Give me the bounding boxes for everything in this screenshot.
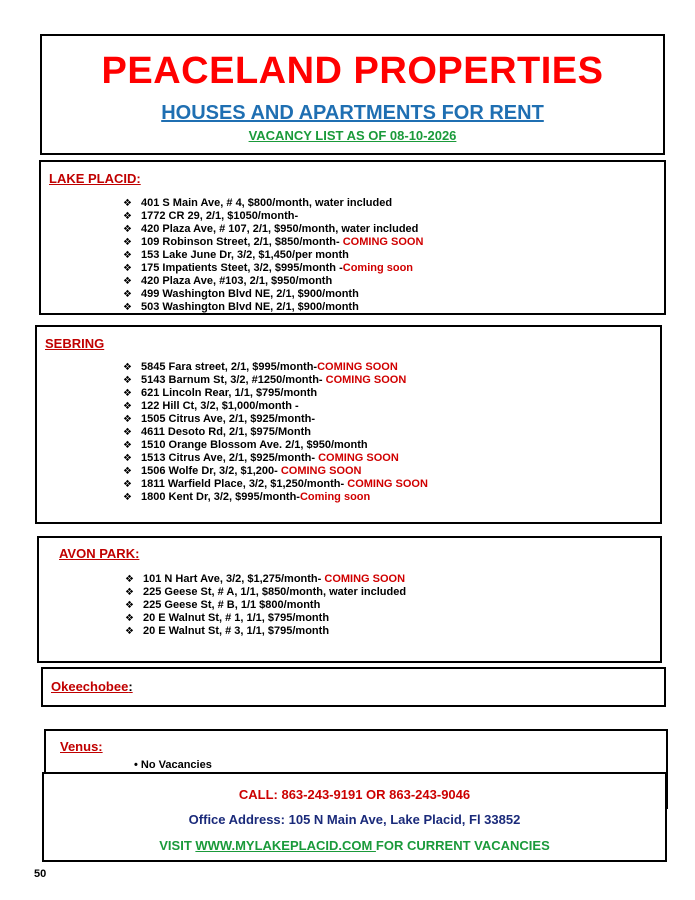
list-item	[123, 452, 428, 465]
status-note: Coming soon	[342, 262, 414, 274]
listing-text: 109 Robinson Street, 2/1, $850/month-	[141, 236, 343, 248]
listing-text: 499 Washington Blvd NE, 2/1, $900/month	[141, 288, 359, 300]
avon-park-title: AVON PARK:	[59, 546, 140, 561]
list-item	[123, 387, 428, 400]
diamond-bullet-icon: ❖	[123, 466, 132, 477]
list-item	[123, 478, 428, 491]
list-item	[123, 223, 423, 236]
diamond-bullet-icon: ❖	[123, 224, 132, 235]
list-item	[123, 465, 428, 478]
status-note: COMING SOON	[318, 452, 399, 464]
listing-text: 5845 Fara street, 2/1, $995/month-	[141, 361, 318, 373]
venus-title: Venus:	[60, 739, 103, 754]
call-line: CALL: 863-243-9191 OR 863-243-9046	[238, 787, 471, 802]
diamond-bullet-icon: ❖	[123, 427, 132, 438]
diamond-bullet-icon: ❖	[123, 250, 132, 261]
listing-text: 122 Hill Ct, 3/2, $1,000/month -	[141, 400, 299, 412]
visit-line	[44, 838, 665, 853]
venus-no-vacancies: • No Vacancies	[134, 759, 212, 771]
listing-text: 401 S Main Ave, # 4, $800/month, water included	[141, 197, 393, 209]
listing-text: 225 Geese St, # A, 1/1, $850/month, water included	[143, 586, 407, 598]
list-item	[123, 301, 423, 314]
listing-text: 153 Lake June Dr, 3/2, $1,450/per month	[141, 249, 349, 261]
office-address: Office Address: 105 N Main Ave, Lake Placid, Fl 33852	[188, 812, 521, 827]
okeechobee-section	[41, 667, 666, 707]
diamond-bullet-icon: ❖	[123, 276, 132, 287]
listing-text: 1800 Kent Dr, 3/2, $995/month-	[141, 491, 300, 503]
diamond-bullet-icon: ❖	[125, 600, 134, 611]
list-item	[123, 197, 423, 210]
listing-text: 225 Geese St, # B, 1/1 $800/month	[143, 599, 321, 611]
list-item	[123, 400, 428, 413]
okeechobee-title	[51, 679, 133, 694]
diamond-bullet-icon: ❖	[123, 401, 132, 412]
list-item	[123, 210, 423, 223]
vacancy-date-line: VACANCY LIST AS OF 08-10-2026	[248, 128, 457, 143]
list-item	[123, 249, 423, 262]
diamond-bullet-icon: ❖	[123, 453, 132, 464]
diamond-bullet-icon: ❖	[123, 492, 132, 503]
status-note: COMING SOON	[325, 374, 407, 386]
contact-box	[42, 772, 667, 862]
visit-prefix: VISIT	[159, 838, 196, 853]
list-item	[123, 236, 423, 249]
page-number: 50	[34, 868, 47, 880]
listing-text: 1510 Orange Blossom Ave. 2/1, $950/month	[141, 439, 368, 451]
diamond-bullet-icon: ❖	[125, 613, 134, 624]
list-item	[123, 439, 428, 452]
list-item	[125, 599, 406, 612]
list-item	[125, 573, 406, 586]
list-item	[125, 586, 406, 599]
diamond-bullet-icon: ❖	[123, 198, 132, 209]
diamond-bullet-icon: ❖	[123, 211, 132, 222]
list-item	[123, 275, 423, 288]
okeechobee-name: Okeechobee	[51, 679, 129, 694]
list-item	[123, 491, 428, 504]
listing-text: 20 E Walnut St, # 1, 1/1, $795/month	[143, 612, 330, 624]
list-item	[123, 288, 423, 301]
diamond-bullet-icon: ❖	[125, 626, 134, 637]
diamond-bullet-icon: ❖	[123, 362, 132, 373]
list-item	[123, 413, 428, 426]
listing-text: 1513 Citrus Ave, 2/1, $925/month-	[141, 452, 319, 464]
status-note: COMING SOON	[342, 236, 424, 248]
sebring-title: SEBRING	[45, 336, 105, 351]
rent-subtitle: HOUSES AND APARTMENTS FOR RENT	[161, 102, 544, 124]
listing-text: 20 E Walnut St, # 3, 1/1, $795/month	[143, 625, 330, 637]
diamond-bullet-icon: ❖	[123, 302, 132, 313]
visit-suffix: FOR CURRENT VACANCIES	[375, 838, 550, 853]
list-item	[125, 625, 406, 638]
listing-text: 1772 CR 29, 2/1, $1050/month-	[141, 210, 299, 222]
diamond-bullet-icon: ❖	[123, 289, 132, 300]
listing-text: 1505 Citrus Ave, 2/1, $925/month-	[141, 413, 316, 425]
company-title: PEACELAND PROPERTIES	[101, 50, 604, 92]
diamond-bullet-icon: ❖	[123, 263, 132, 274]
listing-text: 175 Impatients Steet, 3/2, $995/month -	[141, 262, 343, 274]
status-note: COMING SOON	[317, 361, 398, 373]
diamond-bullet-icon: ❖	[123, 237, 132, 248]
listing-text: 5143 Barnum St, 3/2, #1250/month-	[141, 374, 326, 386]
list-item	[123, 374, 428, 387]
lake-placid-section	[39, 160, 666, 315]
diamond-bullet-icon: ❖	[123, 375, 132, 386]
status-note: COMING SOON	[280, 465, 362, 477]
listing-text: 420 Plaza Ave, # 107, 2/1, $950/month, water included	[141, 223, 419, 235]
list-item	[123, 426, 428, 439]
diamond-bullet-icon: ❖	[123, 479, 132, 490]
listing-text: 621 Lincoln Rear, 1/1, $795/month	[141, 387, 318, 399]
diamond-bullet-icon: ❖	[123, 388, 132, 399]
sebring-section	[35, 325, 662, 524]
okeechobee-colon: :	[128, 679, 133, 694]
status-note: Coming soon	[299, 491, 371, 503]
header-box	[40, 34, 665, 155]
listing-text: 503 Washington Blvd NE, 2/1, $900/month	[141, 301, 359, 313]
list-item	[123, 361, 428, 374]
status-note: COMING SOON	[324, 573, 406, 585]
list-item	[123, 262, 423, 275]
diamond-bullet-icon: ❖	[123, 414, 132, 425]
listing-text: 420 Plaza Ave, #103, 2/1, $950/month	[141, 275, 333, 287]
website-link[interactable]: WWW.MYLAKEPLACID.COM	[195, 838, 376, 853]
sebring-list	[123, 361, 428, 504]
status-note: COMING SOON	[347, 478, 428, 490]
listing-text: 4611 Desoto Rd, 2/1, $975/Month	[141, 426, 311, 438]
list-item	[125, 612, 406, 625]
avon-park-section	[37, 536, 662, 663]
diamond-bullet-icon: ❖	[125, 587, 134, 598]
listing-text: 101 N Hart Ave, 3/2, $1,275/month-	[143, 573, 325, 585]
diamond-bullet-icon: ❖	[125, 574, 134, 585]
lake-placid-list	[123, 197, 423, 314]
diamond-bullet-icon: ❖	[123, 440, 132, 451]
listing-text: 1811 Warfield Place, 3/2, $1,250/month-	[141, 478, 348, 490]
listing-text: 1506 Wolfe Dr, 3/2, $1,200-	[141, 465, 281, 477]
lake-placid-title: LAKE PLACID:	[49, 171, 141, 186]
avon-park-list	[125, 573, 406, 638]
